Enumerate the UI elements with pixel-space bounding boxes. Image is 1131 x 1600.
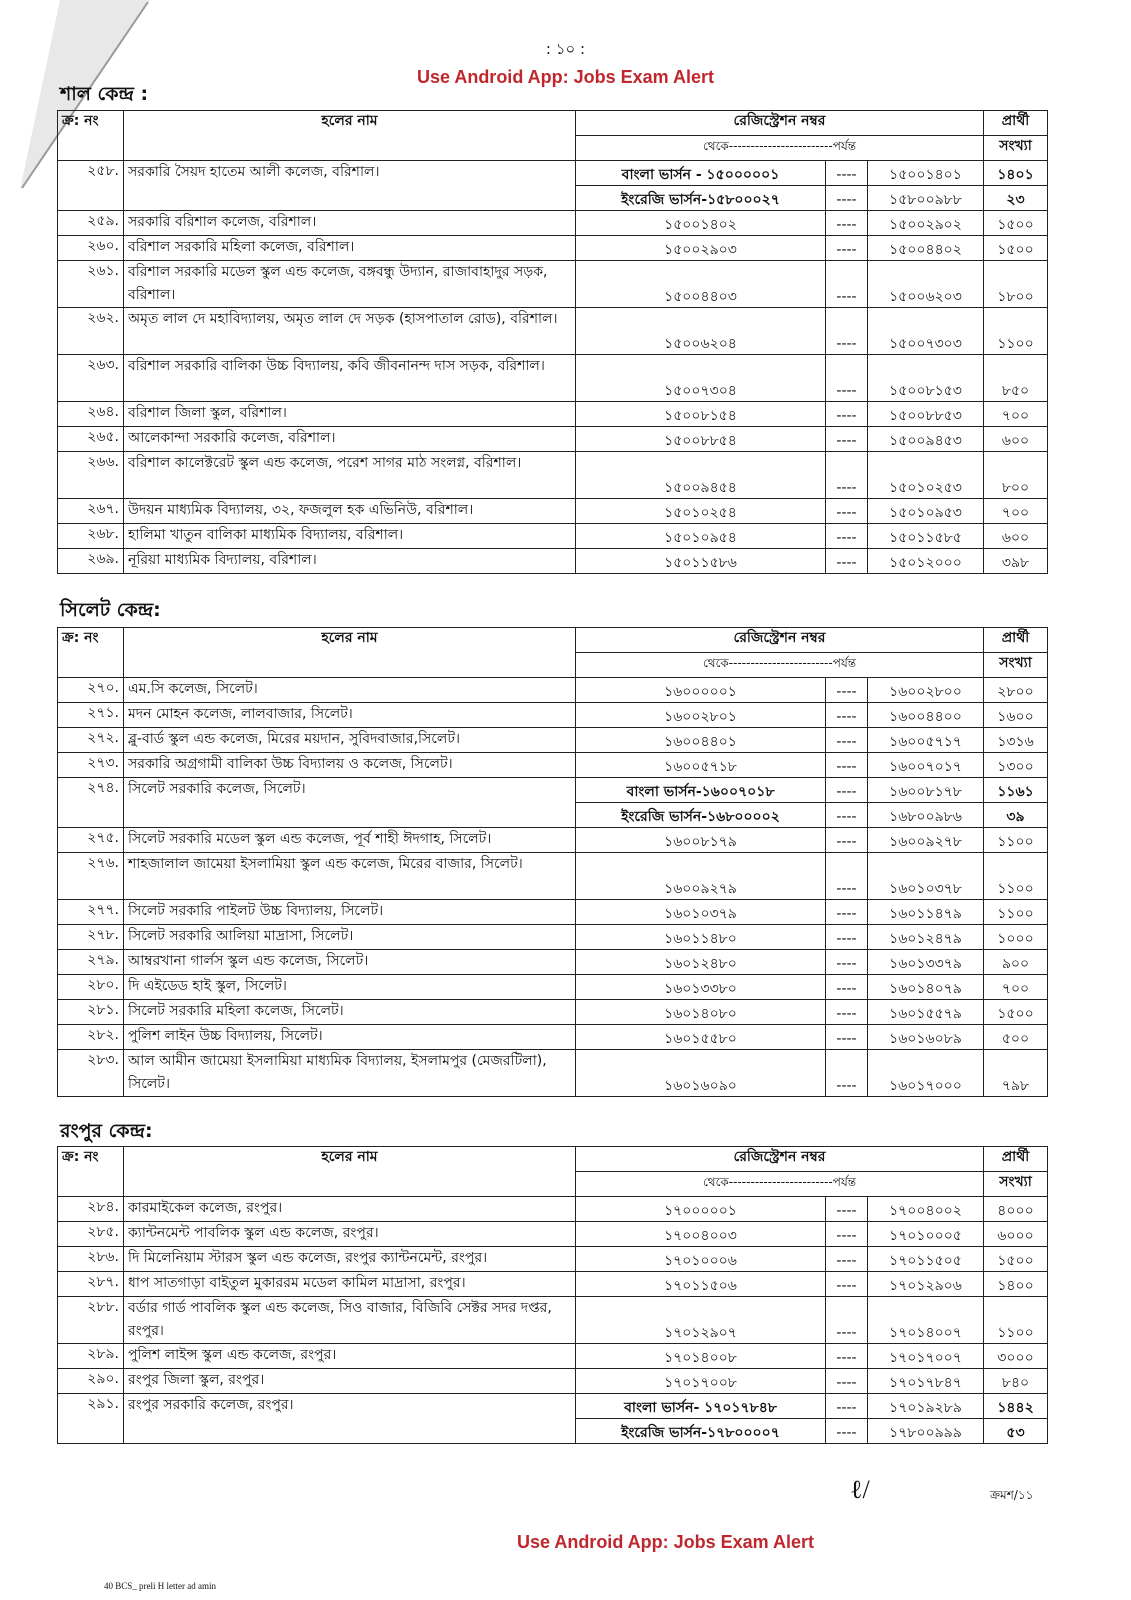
serial-number: ২৭২. [58, 728, 124, 753]
table-row [58, 678, 1048, 703]
hall-name: ক্যান্টনমেন্ট পাবলিক স্কুল এন্ড কলেজ, রংপুর। [124, 1222, 576, 1247]
candidate-count: ৭০০ [984, 402, 1048, 427]
header-candidates: প্রার্থী [984, 111, 1048, 136]
version-from-number: বাংলা ভার্সন-১৬০০৭০১৮ [576, 778, 826, 803]
candidate-count: ৭৯৮ [984, 1050, 1048, 1097]
range-separator: ---- [826, 753, 868, 778]
serial-number: ২৭৯. [58, 950, 124, 975]
to-number: ১৬০১৫৫৭৯ [868, 1000, 984, 1025]
from-number: ১৫০০২৯০৩ [576, 236, 826, 261]
to-number: ১৫০১২০০০ [868, 549, 984, 574]
candidate-count: ৩৯৮ [984, 549, 1048, 574]
range-separator: ---- [826, 1297, 868, 1344]
from-number: ১৬০০০০০১ [576, 678, 826, 703]
hall-name: দি মিলেনিয়াম স্টারস স্কুল এন্ড কলেজ, রংপুর ক্যান্টনমেন্ট, রংপুর। [124, 1247, 576, 1272]
serial-number: ২৯১. [58, 1394, 124, 1444]
table-row [58, 1272, 1048, 1297]
serial-number: ২৮৫. [58, 1222, 124, 1247]
to-number: ১৬০১০৩৭৮ [868, 853, 984, 900]
hall-name: দি এইডেড হাই স্কুল, সিলেট। [124, 975, 576, 1000]
candidate-count: ৮৫০ [984, 355, 1048, 402]
serial-number: ২৮১. [58, 1000, 124, 1025]
hall-name: হালিমা খাতুন বালিকা মাধ্যমিক বিদ্যালয়, বরিশাল। [124, 524, 576, 549]
hall-name: সরকারি অগ্রগামী বালিকা উচ্চ বিদ্যালয় ও কলেজ, সিলেট। [124, 753, 576, 778]
hall-name: সিলেট সরকারি পাইলট উচ্চ বিদ্যালয়, সিলেট। [124, 900, 576, 925]
to-number: ১৫০০৮১৫৩ [868, 355, 984, 402]
header-from-to: থেকে------------------------পর্যন্ত [576, 653, 984, 678]
range-separator: ---- [826, 308, 868, 355]
serial-number: ২৭৫. [58, 828, 124, 853]
candidate-count: ৫৩ [984, 1419, 1048, 1444]
serial-number: ২৬৯. [58, 549, 124, 574]
table-row [58, 308, 1048, 355]
to-number: ১৭৮০০৯৯৯ [868, 1419, 984, 1444]
candidate-count: ১৫০০ [984, 211, 1048, 236]
to-number: ১৭০১২৯০৬ [868, 1272, 984, 1297]
header-candidates: প্রার্থী [984, 628, 1048, 653]
to-number: ১৬০১৪০৭৯ [868, 975, 984, 1000]
table-row [58, 1247, 1048, 1272]
to-number: ১৭০১৪০০৭ [868, 1297, 984, 1344]
from-number: ১৫০০৮১৫৪ [576, 402, 826, 427]
range-separator: ---- [826, 1025, 868, 1050]
hall-name: কারমাইকেল কলেজ, রংপুর। [124, 1197, 576, 1222]
table-row [58, 925, 1048, 950]
table-row [58, 853, 1048, 900]
hall-name: পুলিশ লাইন উচ্চ বিদ্যালয়, সিলেট। [124, 1025, 576, 1050]
to-number: ১৭০১১৫০৫ [868, 1247, 984, 1272]
table-row [58, 261, 1048, 308]
header-registration: রেজিস্ট্রেশন নম্বর [576, 111, 984, 136]
range-separator: ---- [826, 975, 868, 1000]
range-separator: ---- [826, 950, 868, 975]
hall-name: ব্লু-বার্ড স্কুল এন্ড কলেজ, মিরের ময়দান, সুবিদবাজার,সিলেট। [124, 728, 576, 753]
candidate-count: ৩০০০ [984, 1344, 1048, 1369]
serial-number: ২৭৭. [58, 900, 124, 925]
continued-marker: ক্রমশ/১১ [990, 1488, 1034, 1502]
table-row [58, 1297, 1048, 1344]
header-from-to: থেকে------------------------পর্যন্ত [576, 136, 984, 161]
candidate-count: ১১০০ [984, 853, 1048, 900]
from-number: ১৭০১২৯০৭ [576, 1297, 826, 1344]
candidate-count: ৭০০ [984, 499, 1048, 524]
candidate-count: ২৮০০ [984, 678, 1048, 703]
table-row [58, 499, 1048, 524]
hall-name: বরিশাল সরকারি বালিকা উচ্চ বিদ্যালয়, কবি জীবনানন্দ দাস সড়ক, বরিশাল। [124, 355, 576, 402]
to-number: ১৬০০৫৭১৭ [868, 728, 984, 753]
table-row [58, 402, 1048, 427]
header-serial: ক্র: নং [58, 1147, 124, 1197]
from-number: ১৭০১০০০৬ [576, 1247, 826, 1272]
candidate-count: ১৪৪২ [984, 1394, 1048, 1419]
table-row [58, 549, 1048, 574]
candidate-count: ৮০০ [984, 452, 1048, 499]
range-separator: ---- [826, 1247, 868, 1272]
from-number: ১৭০১১৫০৬ [576, 1272, 826, 1297]
table-row [58, 1369, 1048, 1394]
hall-name: উদয়ন মাধ্যমিক বিদ্যালয়, ৩২, ফজলুল হক এভিনিউ, বরিশাল। [124, 499, 576, 524]
serial-number: ২৯০. [58, 1369, 124, 1394]
signature-mark: ℓ/ [850, 1475, 870, 1504]
hall-name: বরিশাল কালেক্টরেট স্কুল এন্ড কলেজ, পরেশ সাগর মাঠ সংলগ্ন, বরিশাল। [124, 452, 576, 499]
range-separator: ---- [826, 211, 868, 236]
hall-name: অমৃত লাল দে মহাবিদ্যালয়, অমৃত লাল দে সড়ক (হাসপাতাল রোড), বরিশাল। [124, 308, 576, 355]
to-number: ১৫০০৮৮৫৩ [868, 402, 984, 427]
range-separator: ---- [826, 355, 868, 402]
serial-number: ২৮৭. [58, 1272, 124, 1297]
hall-name: রংপুর জিলা স্কুল, রংপুর। [124, 1369, 576, 1394]
candidate-count: ১১০০ [984, 308, 1048, 355]
table-row [58, 236, 1048, 261]
header-from-to: থেকে------------------------পর্যন্ত [576, 1172, 984, 1197]
candidate-count: ৬০০০ [984, 1222, 1048, 1247]
from-number: ১৭০১৪০০৮ [576, 1344, 826, 1369]
center-title-rangpur: রংপুর কেন্দ্র: [60, 1120, 153, 1142]
hall-name: সরকারি বরিশাল কলেজ, বরিশাল। [124, 211, 576, 236]
to-number: ১৬০০৯২৭৮ [868, 828, 984, 853]
serial-number: ২৮৮. [58, 1297, 124, 1344]
hall-name: পুলিশ লাইন্স স্কুল এন্ড কলেজ, রংপুর। [124, 1344, 576, 1369]
candidate-count: ১৩০০ [984, 753, 1048, 778]
candidate-count: ৫০০ [984, 1025, 1048, 1050]
to-number: ১৬০১৭০০০ [868, 1050, 984, 1097]
header-serial: ক্র: নং [58, 111, 124, 161]
hall-name: বরিশাল জিলা স্কুল, বরিশাল। [124, 402, 576, 427]
to-number: ১৭০০৪০০২ [868, 1197, 984, 1222]
header-registration: রেজিস্ট্রেশন নম্বর [576, 1147, 984, 1172]
from-number: ১৫০০৭৩০৪ [576, 355, 826, 402]
serial-number: ২৬০. [58, 236, 124, 261]
table-row [58, 950, 1048, 975]
center-title-barishal: শাল কেন্দ্র : [60, 83, 149, 105]
to-number: ১৭০১৭৮৪৭ [868, 1369, 984, 1394]
range-separator: ---- [826, 1344, 868, 1369]
from-number: ১৫০০৪৪০৩ [576, 261, 826, 308]
serial-number: ২৮৩. [58, 1050, 124, 1097]
range-separator: ---- [826, 1272, 868, 1297]
candidate-count: ১১০০ [984, 900, 1048, 925]
to-number: ১৬০১৩৩৭৯ [868, 950, 984, 975]
range-separator: ---- [826, 703, 868, 728]
candidate-count: ১৩১৬ [984, 728, 1048, 753]
from-number: ১৬০১৫৫৮০ [576, 1025, 826, 1050]
serial-number: ২৮৯. [58, 1344, 124, 1369]
table-row [58, 355, 1048, 402]
serial-number: ২৬১. [58, 261, 124, 308]
from-number: ১৫০০৯৪৫৪ [576, 452, 826, 499]
center-table-sylhet [57, 627, 1048, 1097]
header-hall-name: হলের নাম [124, 628, 576, 678]
serial-number: ২৮২. [58, 1025, 124, 1050]
file-footnote: 40 BCS_ preli H letter ad amin [104, 1581, 216, 1591]
serial-number: ২৭৪. [58, 778, 124, 828]
table-row [58, 1394, 1048, 1419]
range-separator: ---- [826, 452, 868, 499]
candidate-count: ৩৯ [984, 803, 1048, 828]
range-separator: ---- [826, 549, 868, 574]
candidate-count: ১১০০ [984, 1297, 1048, 1344]
serial-number: ২৮৬. [58, 1247, 124, 1272]
hall-name: সিলেট সরকারি মডেল স্কুল এন্ড কলেজ, পূর্ব শাহী ঈদগাহ, সিলেট। [124, 828, 576, 853]
serial-number: ২৭৩. [58, 753, 124, 778]
table-row [58, 1050, 1048, 1097]
center-title-sylhet: সিলেট কেন্দ্র: [60, 599, 161, 621]
promo-banner-top: Use Android App: Jobs Exam Alert [416, 67, 715, 87]
candidate-count: ৬০০ [984, 427, 1048, 452]
to-number: ১৫৮০০৯৮৮ [868, 186, 984, 211]
range-separator: ---- [826, 778, 868, 803]
version-from-number: ইংরেজি ভার্সন-১৭৮০০০০৭ [576, 1419, 826, 1444]
candidate-count: ১৬০০ [984, 703, 1048, 728]
to-number: ১৬০০৪৪০০ [868, 703, 984, 728]
candidate-count: ৭০০ [984, 975, 1048, 1000]
candidate-count: ১৪০১ [984, 161, 1048, 186]
table-row [58, 1197, 1048, 1222]
hall-name: ধাপ সাতগাড়া বাইতুল মুকাররম মডেল কামিল মাদ্রাসা, রংপুর। [124, 1272, 576, 1297]
table-row [58, 900, 1048, 925]
range-separator: ---- [826, 678, 868, 703]
from-number: ১৫০০১৪০২ [576, 211, 826, 236]
serial-number: ২৭৬. [58, 853, 124, 900]
candidate-count: ১৪০০ [984, 1272, 1048, 1297]
table-row [58, 828, 1048, 853]
range-separator: ---- [826, 828, 868, 853]
to-number: ১৭০১৭০০৭ [868, 1344, 984, 1369]
range-separator: ---- [826, 1394, 868, 1419]
header-candidates-count: সংখ্যা [984, 653, 1048, 678]
center-table-rangpur [57, 1146, 1048, 1444]
to-number: ১৫০০৯৪৫৩ [868, 427, 984, 452]
table-row [58, 753, 1048, 778]
candidate-count: ২৩ [984, 186, 1048, 211]
to-number: ১৬০০৮১৭৮ [868, 778, 984, 803]
center-table-barishal [57, 110, 1048, 574]
hall-name: সিলেট সরকারি আলিয়া মাদ্রাসা, সিলেট। [124, 925, 576, 950]
hall-name: বরিশাল সরকারি মহিলা কলেজ, বরিশাল। [124, 236, 576, 261]
candidate-count: ১৫০০ [984, 1247, 1048, 1272]
from-number: ১৬০১০৩৭৯ [576, 900, 826, 925]
to-number: ১৫০০৪৪০২ [868, 236, 984, 261]
range-separator: ---- [826, 524, 868, 549]
from-number: ১৬০১৪০৮০ [576, 1000, 826, 1025]
range-separator: ---- [826, 161, 868, 186]
candidate-count: ১১০০ [984, 828, 1048, 853]
table-row [58, 524, 1048, 549]
to-number: ১৫০০২৯০২ [868, 211, 984, 236]
range-separator: ---- [826, 1050, 868, 1097]
table-row [58, 728, 1048, 753]
table-row [58, 1344, 1048, 1369]
to-number: ১৫০১১৫৮৫ [868, 524, 984, 549]
range-separator: ---- [826, 1222, 868, 1247]
serial-number: ২৬৩. [58, 355, 124, 402]
range-separator: ---- [826, 1000, 868, 1025]
candidate-count: ৮৪০ [984, 1369, 1048, 1394]
from-number: ১৬০০৯২৭৯ [576, 853, 826, 900]
table-row [58, 1222, 1048, 1247]
table-row [58, 452, 1048, 499]
to-number: ১৬০০২৮০০ [868, 678, 984, 703]
candidate-count: ৬০০ [984, 524, 1048, 549]
header-hall-name: হলের নাম [124, 111, 576, 161]
serial-number: ২৬২. [58, 308, 124, 355]
header-serial: ক্র: নং [58, 628, 124, 678]
hall-name: রংপুর সরকারি কলেজ, রংপুর। [124, 1394, 576, 1444]
range-separator: ---- [826, 186, 868, 211]
range-separator: ---- [826, 236, 868, 261]
hall-name: আম্বরখানা গার্লস স্কুল এন্ড কলেজ, সিলেট। [124, 950, 576, 975]
candidate-count: ১৫০০ [984, 236, 1048, 261]
serial-number: ২৬৬. [58, 452, 124, 499]
candidate-count: ৯০০ [984, 950, 1048, 975]
range-separator: ---- [826, 1369, 868, 1394]
serial-number: ২৭৮. [58, 925, 124, 950]
to-number: ১৫০১০৯৫৩ [868, 499, 984, 524]
to-number: ১৫০০১৪০১ [868, 161, 984, 186]
from-number: ১৫০১০২৫৪ [576, 499, 826, 524]
header-hall-name: হলের নাম [124, 1147, 576, 1197]
table-row [58, 427, 1048, 452]
version-from-number: ইংরেজি ভার্সন-১৬৮০০০০২ [576, 803, 826, 828]
to-number: ১৫০০৬২০৩ [868, 261, 984, 308]
table-row [58, 778, 1048, 803]
from-number: ১৬০১৩৩৮০ [576, 975, 826, 1000]
range-separator: ---- [826, 427, 868, 452]
serial-number: ২৬৮. [58, 524, 124, 549]
from-number: ১৬০১১৪৮০ [576, 925, 826, 950]
range-separator: ---- [826, 1419, 868, 1444]
version-from-number: ইংরেজি ভার্সন-১৫৮০০০২৭ [576, 186, 826, 211]
hall-name: মদন মোহন কলেজ, লালবাজার, সিলেট। [124, 703, 576, 728]
range-separator: ---- [826, 402, 868, 427]
from-number: ১৭০০৪০০৩ [576, 1222, 826, 1247]
hall-name: সিলেট সরকারি কলেজ, সিলেট। [124, 778, 576, 828]
range-separator: ---- [826, 803, 868, 828]
serial-number: ২৬৫. [58, 427, 124, 452]
to-number: ১৬০১৬০৮৯ [868, 1025, 984, 1050]
serial-number: ২৫৯. [58, 211, 124, 236]
table-row [58, 703, 1048, 728]
serial-number: ২৭০. [58, 678, 124, 703]
from-number: ১৬০১৬০৯০ [576, 1050, 826, 1097]
version-from-number: বাংলা ভার্সন - ১৫০০০০০১ [576, 161, 826, 186]
hall-name: বরিশাল সরকারি মডেল স্কুল এন্ড কলেজ, বঙ্গবন্ধু উদ্যান, রাজাবাহাদুর সড়ক, বরিশাল। [124, 261, 576, 308]
from-number: ১৫০০৬২০৪ [576, 308, 826, 355]
serial-number: ২৭১. [58, 703, 124, 728]
range-separator: ---- [826, 728, 868, 753]
version-from-number: বাংলা ভার্সন- ১৭০১৭৮৪৮ [576, 1394, 826, 1419]
from-number: ১৭০১৭০০৮ [576, 1369, 826, 1394]
to-number: ১৭০১০০০৫ [868, 1222, 984, 1247]
serial-number: ২৮৪. [58, 1197, 124, 1222]
from-number: ১৫০১১৫৮৬ [576, 549, 826, 574]
from-number: ১৫০০৮৮৫৪ [576, 427, 826, 452]
to-number: ১৫০০৭৩০৩ [868, 308, 984, 355]
serial-number: ২৬৪. [58, 402, 124, 427]
hall-name: আলেকান্দা সরকারি কলেজ, বরিশাল। [124, 427, 576, 452]
candidate-count: ১৮০০ [984, 261, 1048, 308]
to-number: ১৫০১০২৫৩ [868, 452, 984, 499]
candidate-count: ১০০০ [984, 925, 1048, 950]
hall-name: শাহজালাল জামেয়া ইসলামিয়া স্কুল এন্ড কলেজ, মিরের বাজার, সিলেট। [124, 853, 576, 900]
to-number: ১৬০০৭০১৭ [868, 753, 984, 778]
candidate-count: ৪০০০ [984, 1197, 1048, 1222]
from-number: ১৭০০০০০১ [576, 1197, 826, 1222]
range-separator: ---- [826, 900, 868, 925]
hall-name: সিলেট সরকারি মহিলা কলেজ, সিলেট। [124, 1000, 576, 1025]
table-row [58, 1000, 1048, 1025]
range-separator: ---- [826, 261, 868, 308]
header-registration: রেজিস্ট্রেশন নম্বর [576, 628, 984, 653]
range-separator: ---- [826, 853, 868, 900]
from-number: ১৬০০৮১৭৯ [576, 828, 826, 853]
range-separator: ---- [826, 499, 868, 524]
promo-banner-bottom: Use Android App: Jobs Exam Alert [516, 1532, 815, 1552]
candidate-count: ১১৬১ [984, 778, 1048, 803]
to-number: ১৭০১৯২৮৯ [868, 1394, 984, 1419]
header-candidates-count: সংখ্যা [984, 1172, 1048, 1197]
from-number: ১৫০১০৯৫৪ [576, 524, 826, 549]
hall-name: বর্ডার গার্ড পাবলিক স্কুল এন্ড কলেজ, সিও বাজার, বিজিবি সেক্টর সদর দপ্তর, রংপুর। [124, 1297, 576, 1344]
page-number: : ১০ : [545, 40, 586, 58]
from-number: ১৬০০৪৪০১ [576, 728, 826, 753]
header-candidates-count: সংখ্যা [984, 136, 1048, 161]
table-row [58, 161, 1048, 186]
to-number: ১৬০১২৪৭৯ [868, 925, 984, 950]
from-number: ১৬০০৫৭১৮ [576, 753, 826, 778]
from-number: ১৬০০২৮০১ [576, 703, 826, 728]
hall-name: আল আমীন জামেয়া ইসলামিয়া মাধ্যমিক বিদ্যালয়, ইসলামপুর (মেজরটিলা), সিলেট। [124, 1050, 576, 1097]
table-row [58, 975, 1048, 1000]
serial-number: ২৬৭. [58, 499, 124, 524]
serial-number: ২৮০. [58, 975, 124, 1000]
to-number: ১৬০১১৪৭৯ [868, 900, 984, 925]
range-separator: ---- [826, 1197, 868, 1222]
to-number: ১৬৮০০৯৮৬ [868, 803, 984, 828]
candidate-count: ১৫০০ [984, 1000, 1048, 1025]
serial-number: ২৫৮. [58, 161, 124, 211]
hall-name: সরকারি সৈয়দ হাতেম আলী কলেজ, বরিশাল। [124, 161, 576, 211]
table-row [58, 211, 1048, 236]
header-candidates: প্রার্থী [984, 1147, 1048, 1172]
range-separator: ---- [826, 925, 868, 950]
hall-name: এম.সি কলেজ, সিলেট। [124, 678, 576, 703]
from-number: ১৬০১২৪৮০ [576, 950, 826, 975]
hall-name: নূরিয়া মাধ্যমিক বিদ্যালয়, বরিশাল। [124, 549, 576, 574]
table-row [58, 1025, 1048, 1050]
